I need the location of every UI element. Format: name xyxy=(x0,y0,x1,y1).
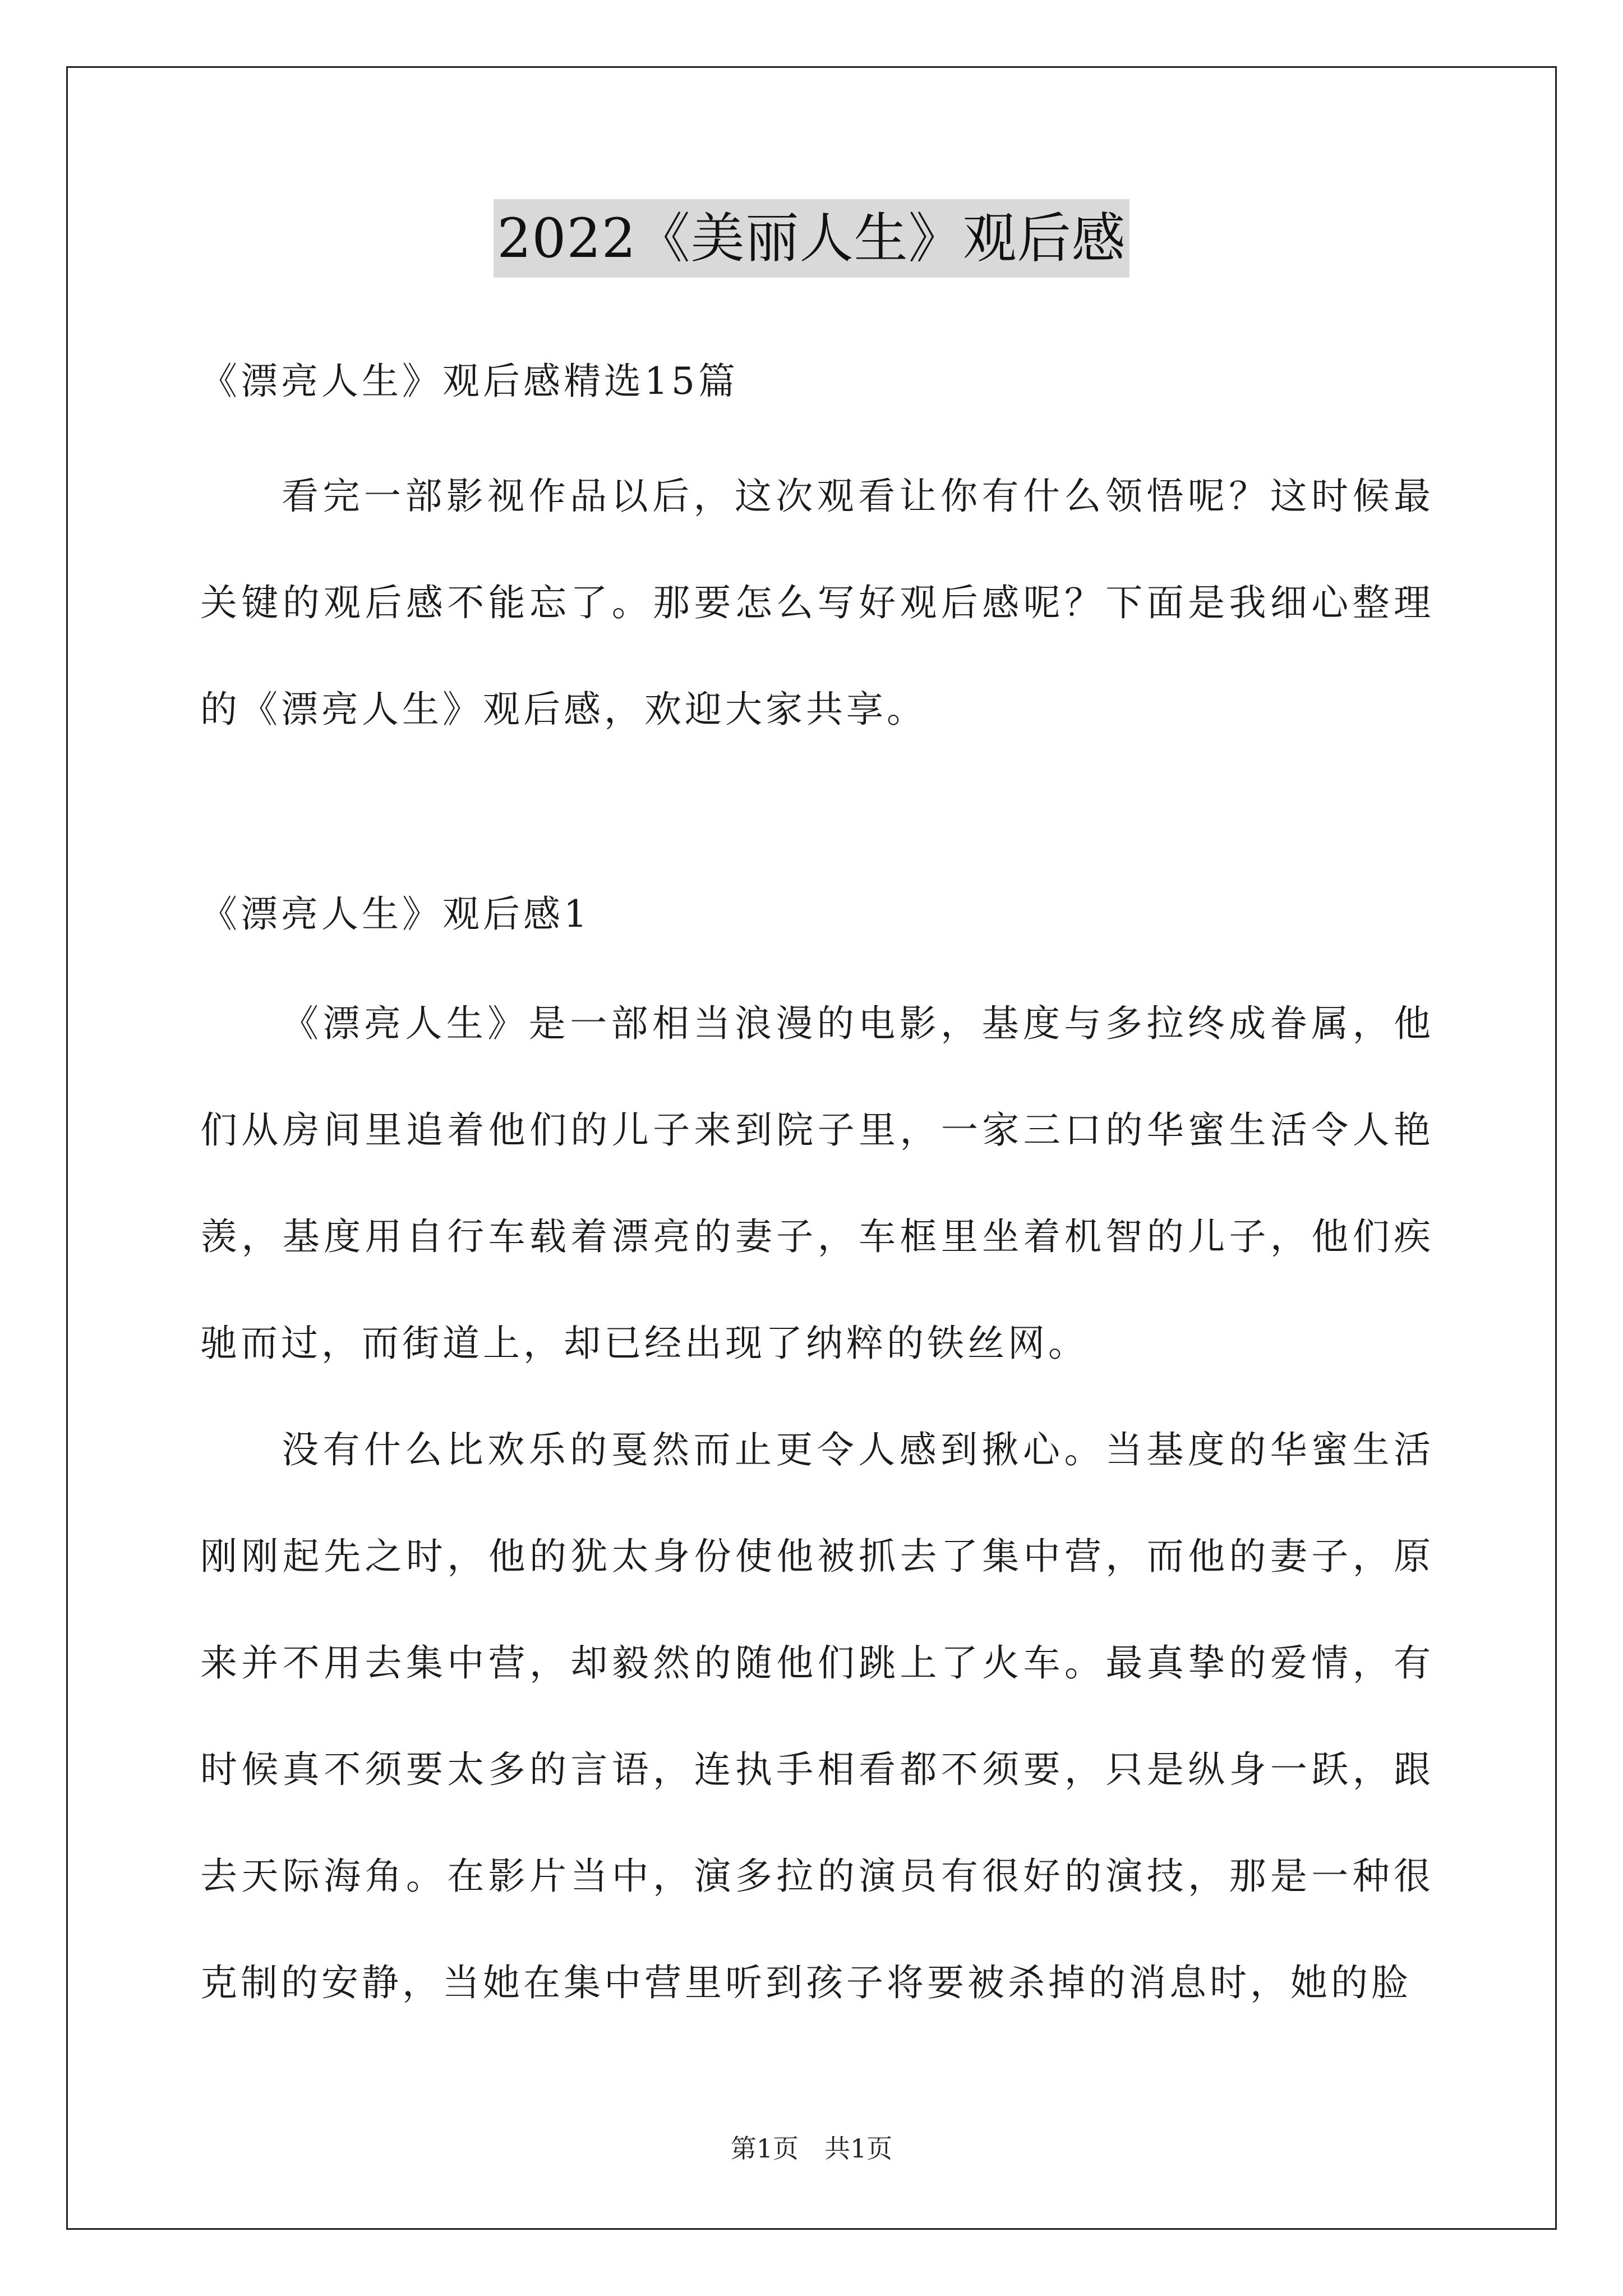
section-heading: 《漂亮人生》观后感1 xyxy=(200,892,591,936)
document-title: 2022《美丽人生》观后感 xyxy=(494,199,1129,278)
page-footer: 第1页 共1页 xyxy=(730,2133,893,2164)
intro-paragraph: 看完一部影视作品以后，这次观看让你有什么领悟呢？这时候最关键的观后感不能忘了。那要怎么写好观后感呢？下面是我细心整理的《漂亮人生》观后感，欢迎大家共享。 xyxy=(200,475,1434,731)
document-subtitle: 《漂亮人生》观后感精选15篇 xyxy=(200,360,739,403)
title-container xyxy=(0,199,1623,278)
body-paragraph: 没有什么比欢乐的戛然而止更令人感到揪心。当基度的华蜜生活刚刚起先之时，他的犹太身份使他被抓去了集中营，而他的妻子，原来并不用去集中营，却毅然的随他们跳上了火车。最真挚的爱情，有时候真不须要太多的言语，连执手相看都不须要，只是纵身一跃，跟去天际海角。在影片当中，演多拉的演员有很好的演技，那是一种很克制的安静，当她在集中营里听到孩子将要被杀掉的消息时，她的脸 xyxy=(200,1428,1434,2004)
body-paragraph: 《漂亮人生》是一部相当浪漫的电影，基度与多拉终成眷属，他们从房间里追着他们的儿子来到院子里，一家三口的华蜜生活令人艳羡，基度用自行车载着漂亮的妻子，车框里坐着机智的儿子，他们疾驰而过，而街道上，却已经出现了纳粹的铁丝网。 xyxy=(200,1002,1434,1365)
